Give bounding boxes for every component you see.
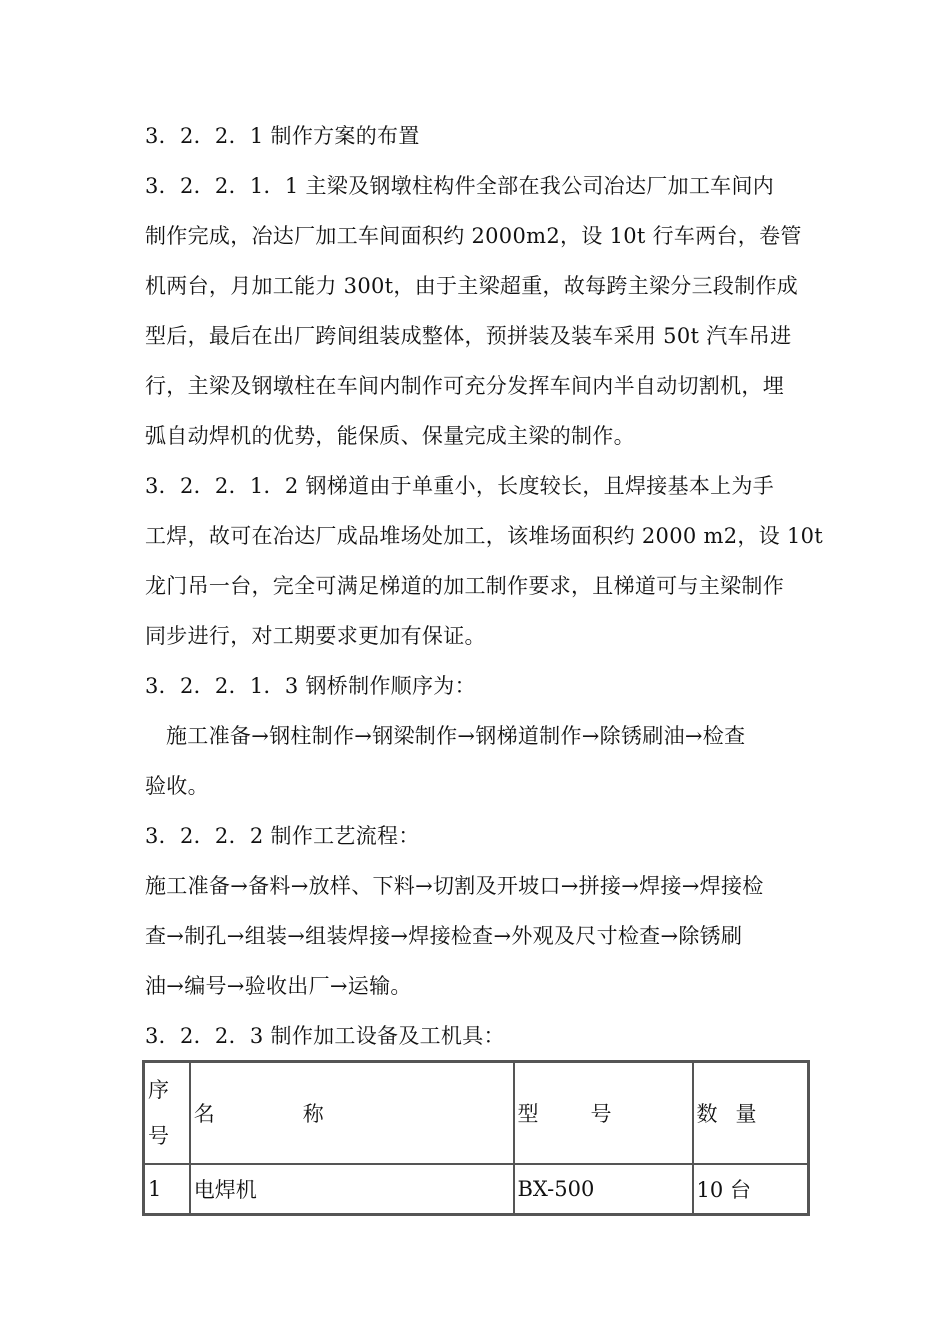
paragraph-line: 同步进行，对工期要求更加有保证。 [145, 624, 486, 648]
paragraph-line: 3．2．2．1．2 钢梯道由于单重小，长度较长，且焊接基本上为手 [145, 474, 775, 498]
row-qty-cell: 10 台 [693, 1164, 808, 1214]
table-row [144, 1164, 808, 1214]
paragraph-line: 弧自动焊机的优势，能保质、保量完成主梁的制作。 [145, 424, 635, 448]
header-model-char-1: 型 [517, 1102, 539, 1126]
header-name-char-2: 称 [302, 1102, 324, 1126]
header-model-cell [514, 1062, 693, 1164]
paragraph-line: 制作完成，冶达厂加工车间面积约 2000m2，设 10t 行车两台，卷管 [145, 224, 802, 248]
header-name-char-1: 名 [193, 1102, 215, 1126]
paragraph-line: 施工准备→备料→放样、下料→切割及开坡口→拼接→焊接→焊接检 [145, 874, 764, 898]
header-seq-char-2: 号 [148, 1124, 169, 1148]
row-name-cell: 电焊机 [190, 1164, 514, 1214]
row-seq-cell: 1 [144, 1164, 190, 1214]
row-model-cell: BX-500 [514, 1164, 693, 1214]
section-heading-3-2-2-1: 3．2．2．1 制作方案的布置 [145, 124, 420, 148]
header-qty-cell [693, 1062, 808, 1164]
paragraph-line: 龙门吊一台，完全可满足梯道的加工制作要求，且梯道可与主梁制作 [145, 574, 784, 598]
header-qty-char-2: 量 [735, 1102, 757, 1126]
table-header-row [144, 1062, 808, 1164]
equipment-table [142, 1060, 810, 1216]
paragraph-line: 查→制孔→组装→组装焊接→焊接检查→外观及尺寸检查→除锈刷 [145, 924, 743, 948]
paragraph-line: 油→编号→验收出厂→运输。 [145, 974, 412, 998]
paragraph-line: 工焊，故可在冶达厂成品堆场处加工，该堆场面积约 2000 m2，设 10t [145, 524, 824, 548]
header-qty-char-1: 数 [696, 1102, 718, 1126]
section-heading-3-2-2-1-3: 3．2．2．1．3 钢桥制作顺序为： [145, 674, 476, 698]
header-seq-cell [144, 1062, 190, 1164]
section-heading-3-2-2-3: 3．2．2．3 制作加工设备及工机具： [145, 1024, 505, 1048]
section-heading-3-2-2-2: 3．2．2．2 制作工艺流程： [145, 824, 420, 848]
header-seq-char-1: 序 [148, 1078, 169, 1102]
header-name-cell [190, 1062, 514, 1164]
header-model-char-2: 号 [590, 1102, 612, 1126]
paragraph-line: 施工准备→钢柱制作→钢梁制作→钢梯道制作→除锈刷油→检查 [166, 724, 746, 748]
paragraph-line: 机两台，月加工能力 300t，由于主梁超重，故每跨主梁分三段制作成 [145, 274, 799, 298]
paragraph-line: 3．2．2．1．1 主梁及钢墩柱构件全部在我公司冶达厂加工车间内 [145, 174, 775, 198]
paragraph-line: 验收。 [145, 774, 209, 798]
paragraph-line: 型后，最后在出厂跨间组装成整体，预拼装及装车采用 50t 汽车吊进 [145, 324, 792, 348]
paragraph-line: 行，主梁及钢墩柱在车间内制作可充分发挥车间内半自动切割机，埋 [145, 374, 784, 398]
